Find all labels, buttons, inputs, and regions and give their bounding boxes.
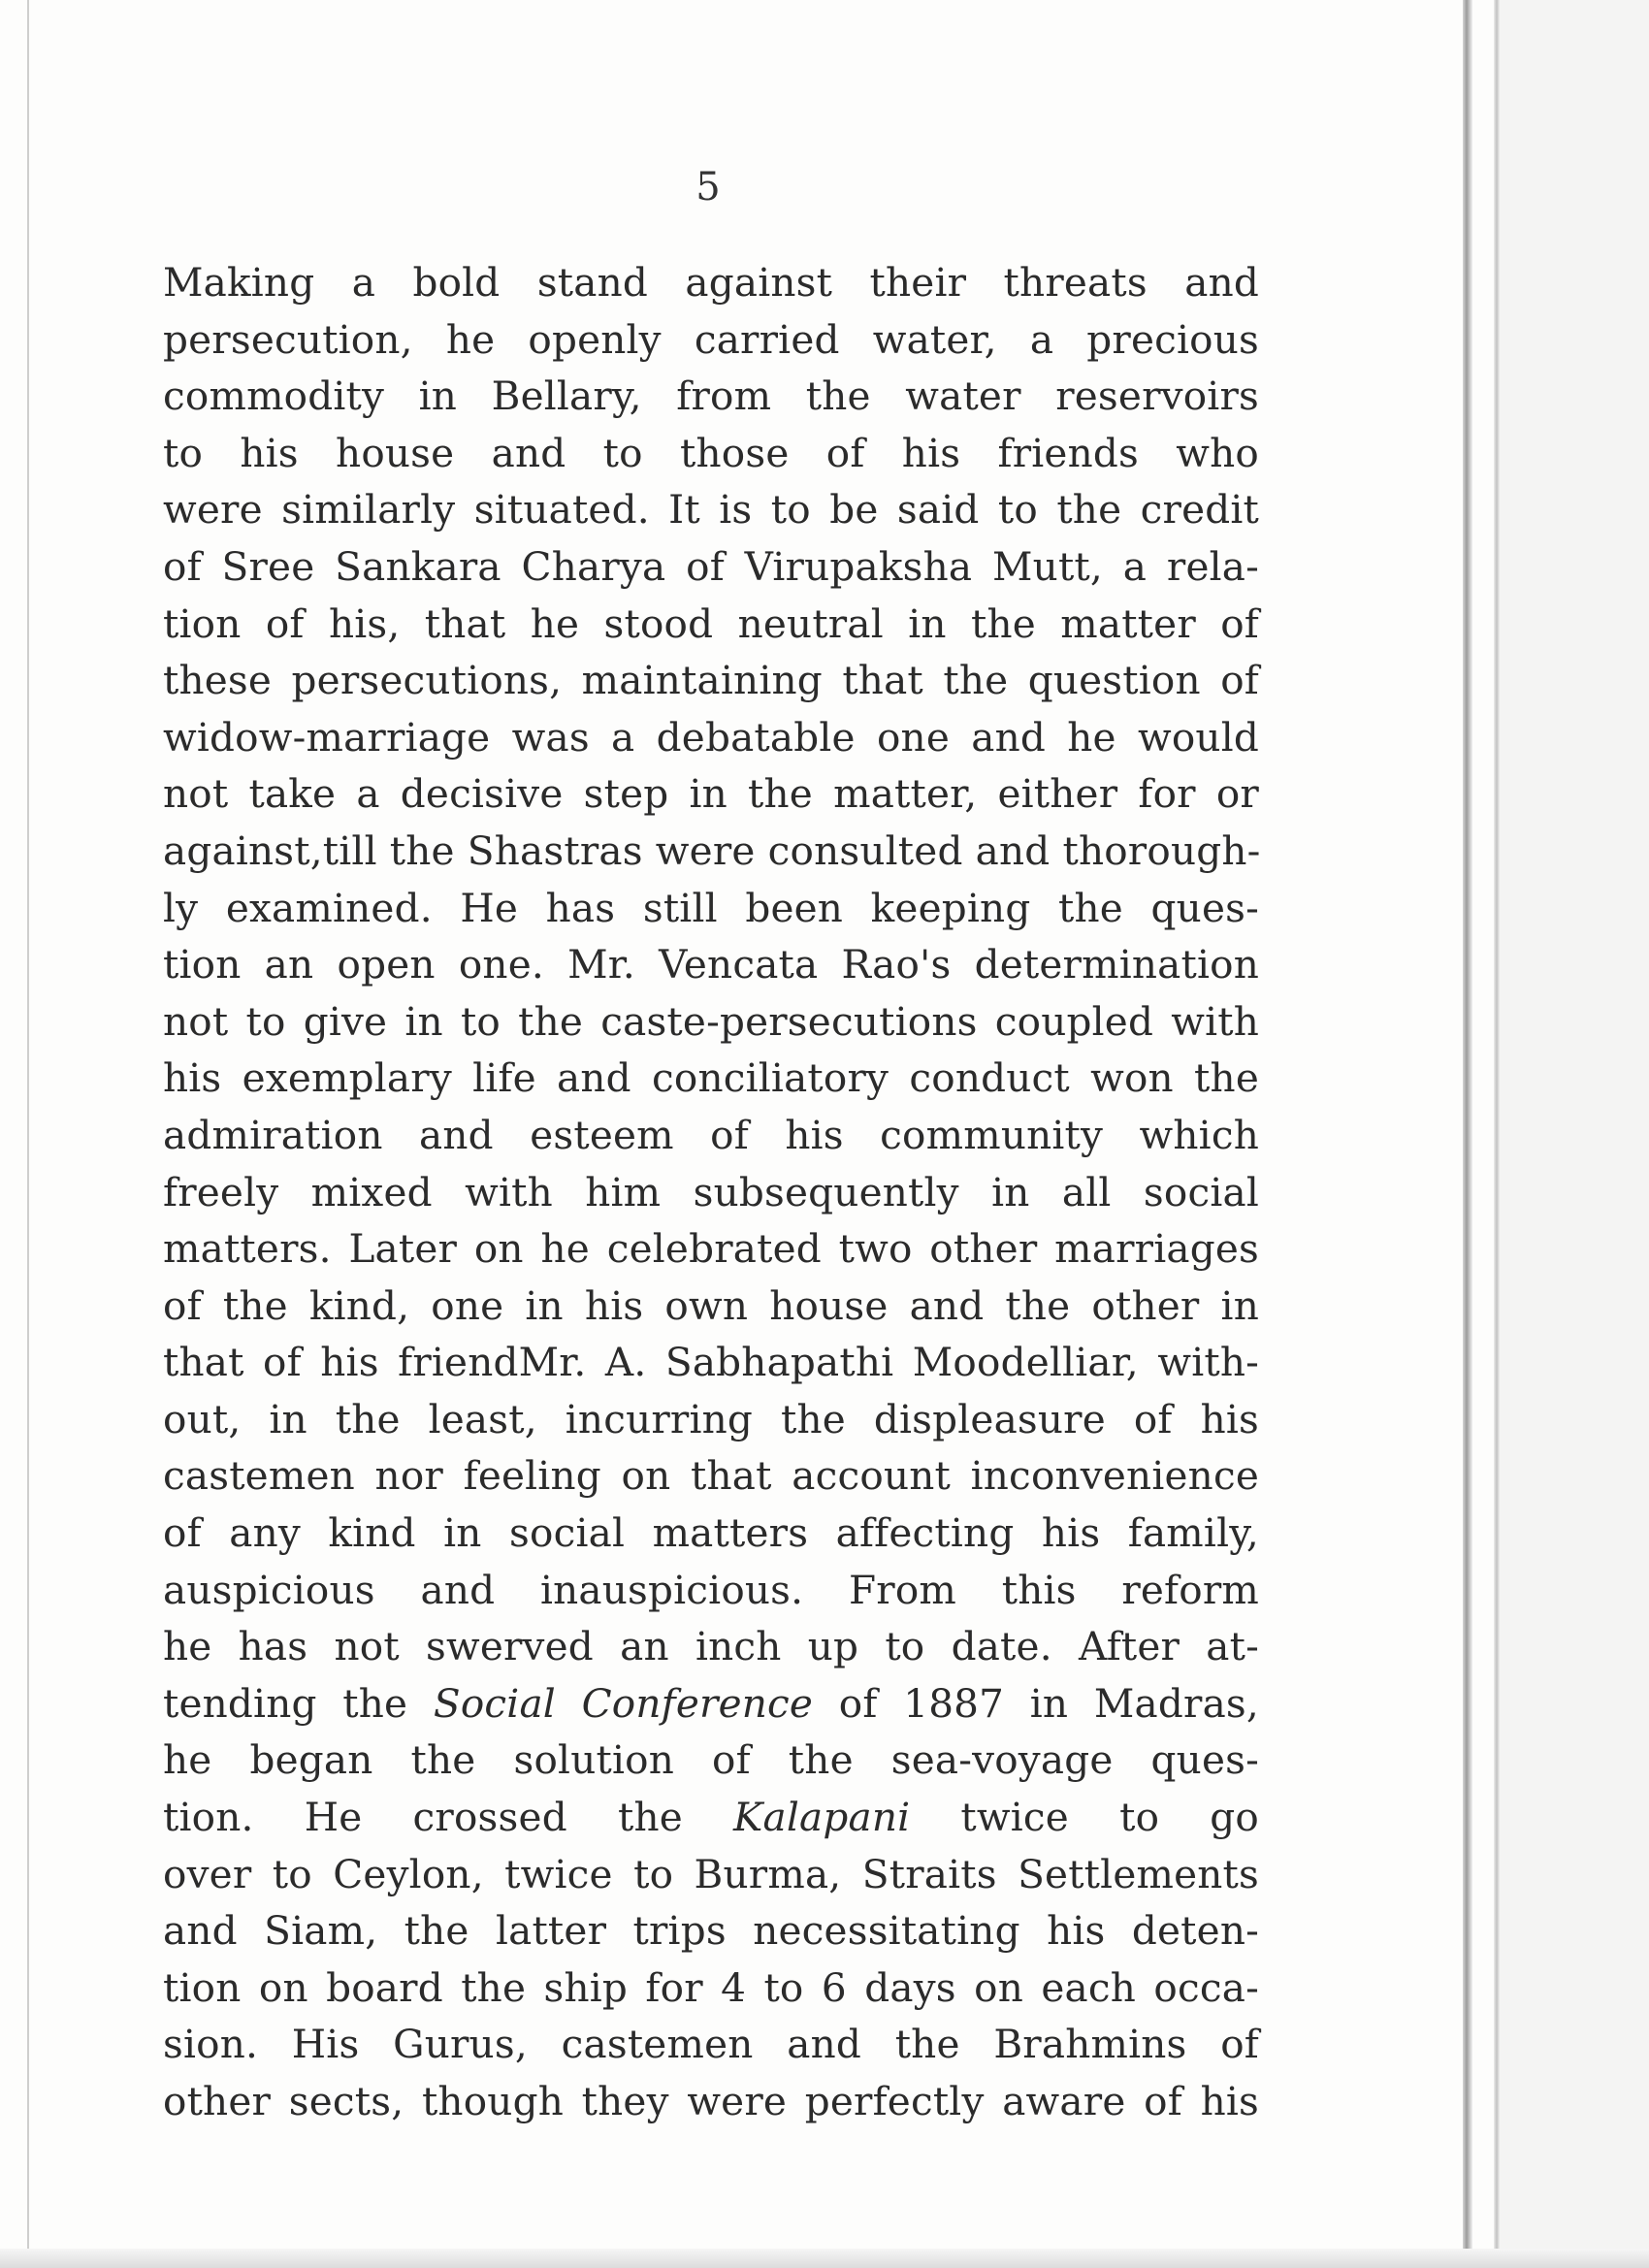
text-line: that of his friendMr. A. Sabhapathi Moodelliar, with- bbox=[163, 1339, 1259, 1386]
page-number: 5 bbox=[695, 165, 721, 210]
text-line: he has not swerved an inch up to date. After at- bbox=[163, 1623, 1259, 1670]
text-line: ly examined. He has still been keeping the ques- bbox=[163, 884, 1259, 931]
text-line: widow-marriage was a debatable one and he would bbox=[163, 713, 1259, 761]
text-segment: tion. He crossed the bbox=[163, 1794, 734, 1841]
text-line: castemen nor feeling on that account inconvenience bbox=[163, 1452, 1259, 1500]
text-line: to his house and to those of his friends who bbox=[163, 429, 1259, 476]
italic-phrase: Social Conference bbox=[433, 1679, 814, 1727]
text-segment: twice to go bbox=[910, 1794, 1259, 1841]
text-line: were similarly situated. It is to be said to the credit bbox=[163, 486, 1259, 534]
text-line: of any kind in social matters affecting his family, bbox=[163, 1509, 1259, 1557]
text-line: Making a bold stand against their threats and bbox=[163, 259, 1259, 306]
text-line: of the kind, one in his own house and the other in bbox=[163, 1281, 1259, 1329]
text-line: of Sree Sankara Charya of Virupaksha Mutt, a rela- bbox=[163, 542, 1259, 590]
text-segment: tending the bbox=[163, 1679, 434, 1727]
text-line: not to give in to the caste-persecutions coupled with bbox=[163, 997, 1259, 1045]
right-margin-strip bbox=[1500, 0, 1649, 2268]
text-line: tion on board the ship for 4 to 6 days on each occa- bbox=[163, 1963, 1259, 2011]
text-line: sion. His Gurus, castemen and the Brahmins of bbox=[163, 2021, 1259, 2068]
italic-phrase: Kalapani bbox=[733, 1794, 911, 1841]
text-segment: of 1887 in Madras, bbox=[813, 1679, 1259, 1727]
text-line: his exemplary life and conciliatory conduct won the bbox=[163, 1054, 1259, 1102]
text-line: tion an open one. Mr. Vencata Rao's determination bbox=[163, 941, 1259, 988]
text-line: over to Ceylon, twice to Burma, Straits Settlements bbox=[163, 1850, 1259, 1897]
text-line: he began the solution of the sea-voyage ques- bbox=[163, 1736, 1259, 1784]
text-line-with-italic bbox=[163, 1789, 1259, 1846]
text-line: persecution, he openly carried water, a precious bbox=[163, 315, 1259, 363]
text-line: out, in the least, incurring the displeasure of his bbox=[163, 1395, 1259, 1442]
text-line: and Siam, the latter trips necessitating his deten- bbox=[163, 1907, 1259, 1955]
binding-edge bbox=[1463, 0, 1472, 2268]
text-line: auspicious and inauspicious. From this reform bbox=[163, 1566, 1259, 1613]
text-line: these persecutions, maintaining that the question of bbox=[163, 657, 1259, 704]
body-text bbox=[163, 254, 1259, 2130]
text-line-with-italic bbox=[163, 1675, 1259, 1733]
text-line: not take a decisive step in the matter, either for or bbox=[163, 770, 1259, 818]
bottom-scan-edge bbox=[0, 2249, 1649, 2268]
text-line: admiration and esteem of his community which bbox=[163, 1111, 1259, 1158]
text-line: other sects, though they were perfectly aware of his bbox=[163, 2078, 1259, 2124]
text-line: tion of his, that he stood neutral in the matter of bbox=[163, 599, 1259, 647]
text-line: freely mixed with him subsequently in all social bbox=[163, 1168, 1259, 1215]
text-line: matters. Later on he celebrated two other marriages bbox=[163, 1225, 1259, 1273]
text-line: against,till the Shastras were consulted and thorough- bbox=[163, 826, 1261, 874]
text-line: commodity in Bellary, from the water reservoirs bbox=[163, 373, 1259, 420]
left-scan-edge bbox=[27, 0, 29, 2268]
